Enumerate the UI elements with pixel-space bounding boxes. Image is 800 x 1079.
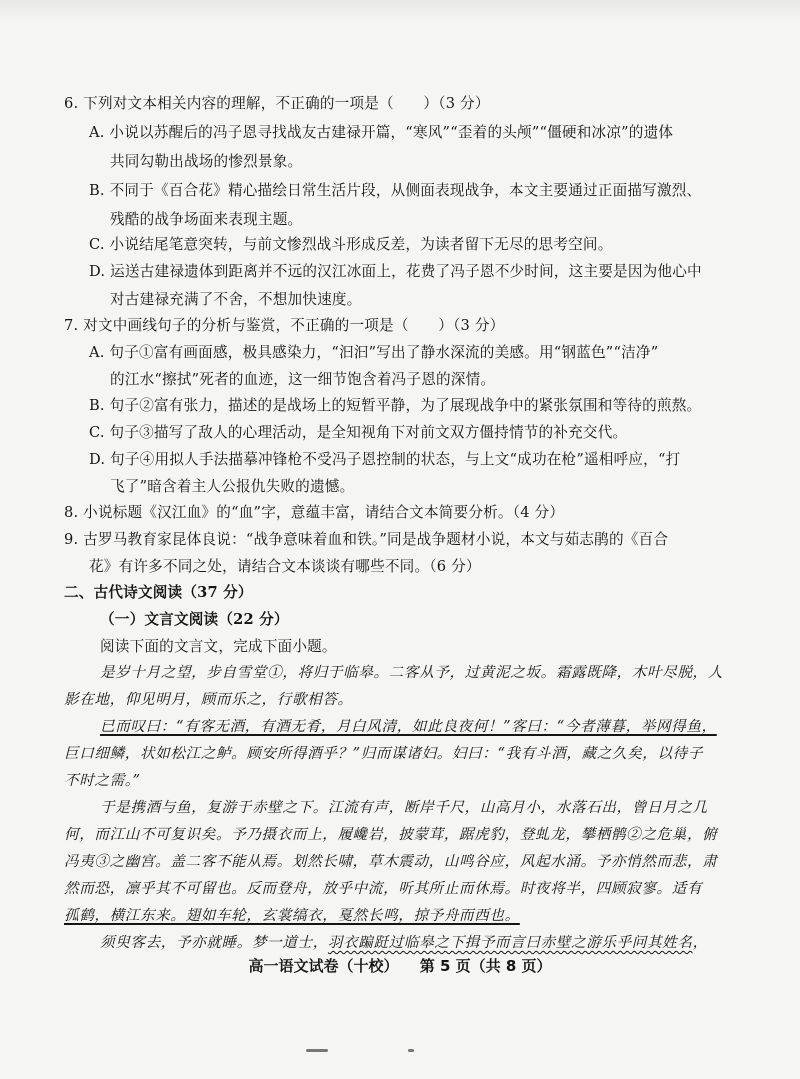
q7-option-b: B. 句子②富有张力，描述的是战场上的短暂平静，为了展现战争中的紧张氛围和等待的煎熬。 <box>89 397 702 414</box>
scan-edge-shadow <box>0 0 800 20</box>
q6-option-b-cont: 残酷的战争场面来表现主题。 <box>110 211 303 228</box>
q7-option-d: D. 句子④用拟人手法描摹冲锋枪不受冯子恩控制的状态，与上文“成功在枪”遥相呼应，“打 <box>89 451 681 468</box>
classical-paragraph-1-cont: 影在地，仰见明月，顾而乐之，行歌相答。 <box>64 691 353 708</box>
classical-paragraph-3-cont-2: 冯夷③之幽宫。盖二客不能从焉。划然长啸，草木震动，山鸣谷应，风起水涌。予亦悄然而悲，肃 <box>64 853 718 870</box>
q6-option-a-cont: 共同勾勒出战场的惨烈景象。 <box>110 153 303 170</box>
q7-option-d-cont: 飞了”暗含着主人公报仇失败的遗憾。 <box>110 478 355 495</box>
classical-paragraph-2: 已而叹曰：“有客无酒，有酒无肴，月白风清，如此良夜何！”客曰：“今者薄暮，举网得鱼， <box>100 718 717 735</box>
q6-stem: 6. 下列对文本相关内容的理解，不正确的一项是（ ）（3 分） <box>64 95 490 112</box>
q6-option-a: A. 小说以苏醒后的冯子恩寻找战友古建禄开篇，“寒风”“歪着的头颅”“僵硬和冰凉”的遗体 <box>89 124 674 141</box>
classical-paragraph-4-punct: ， <box>692 934 708 951</box>
classical-paragraph-2-end: 不时之需。” <box>64 772 141 789</box>
scan-smudge <box>408 1049 414 1052</box>
q6-option-c: C. 小说结尾笔意突转，与前文惨烈战斗形成反差，为读者留下无尽的思考空间。 <box>89 236 613 253</box>
q7-option-c: C. 句子③描写了敌人的心理活动，是全知视角下对前文双方僵持情节的补充交代。 <box>89 424 628 441</box>
classical-paragraph-3-cont-4: 孤鹤，横江东来。翅如车轮，玄裳缟衣，戛然长鸣，掠予舟而西也。 <box>64 907 520 924</box>
section2-title: 二、古代诗文阅读（37 分） <box>64 584 253 601</box>
q7-stem: 7. 对文中画线句子的分析与鉴赏，不正确的一项是（ ）（3 分） <box>64 317 505 334</box>
q8-stem: 8. 小说标题《汉江血》的“血”字，意蕴丰富，请结合文本简要分析。（4 分） <box>64 504 565 521</box>
classical-paragraph-2-cont: 巨口细鳞，状如松江之鲈。顾安所得酒乎？”归而谋诸妇。妇曰：“我有斗酒，藏之久矣，以待子 <box>64 745 704 762</box>
classical-paragraph-4 <box>100 933 708 953</box>
classical-paragraph-4-wavy: 羽衣蹁跹过临皋之下揖予而言曰赤壁之游乐乎问其姓名 <box>327 934 693 951</box>
q7-option-a: A. 句子①富有画面感，极具感染力，“汩汩”写出了静水深流的美感。用“钢蓝色”“洁净” <box>89 344 659 361</box>
classical-paragraph-1: 是岁十月之望，步自雪堂①，将归于临皋。二客从予，过黄泥之坂。霜露既降，木叶尽脱，人 <box>100 664 723 681</box>
footer-exam-title: 高一语文试卷（十校） <box>248 957 399 975</box>
scan-smudge <box>306 1049 328 1052</box>
reading-instruction: 阅读下面的文言文，完成下面小题。 <box>100 638 337 655</box>
q6-option-b: B. 不同于《百合花》精心描绘日常生活片段，从侧面表现战争，本文主要通过正面描写激烈、 <box>89 182 702 199</box>
q6-option-d-cont: 对古建禄充满了不舍，不想加快速度。 <box>110 291 362 308</box>
footer-page-number: 第 5 页（共 8 页） <box>419 957 552 975</box>
q9-stem-cont: 花》有许多不同之处，请结合文本谈谈有哪些不同。（6 分） <box>89 558 481 575</box>
section2-subtitle: （一）文言文阅读（22 分） <box>100 611 289 628</box>
q7-option-a-cont: 的江水“擦拭”死者的血迹，这一细节饱含着冯子恩的深情。 <box>110 371 496 388</box>
classical-paragraph-4-start: 须臾客去，予亦就睡。梦一道士， <box>100 934 328 951</box>
classical-paragraph-3: 于是携酒与鱼，复游于赤壁之下。江流有声，断岸千尺，山高月小，水落石出，曾日月之几 <box>100 799 708 816</box>
classical-paragraph-3-cont-1: 何，而江山不可复识矣。予乃摄衣而上，履巉岩，披蒙茸，踞虎豹，登虬龙，攀栖鹘②之危巢，俯 <box>64 826 718 843</box>
q9-stem: 9. 古罗马教育家昆体良说：“战争意味着血和铁。”同是战争题材小说，本文与茹志鹃的《百合 <box>64 531 669 548</box>
page-footer <box>0 955 800 976</box>
classical-paragraph-3-cont-3: 然而恐，凛乎其不可留也。反而登舟，放乎中流，听其所止而休焉。时夜将半，四顾寂寥。适有 <box>64 880 703 897</box>
q6-option-d: D. 运送古建禄遗体到距离并不远的汉江冰面上，花费了冯子恩不少时间，这主要是因为他心中 <box>89 263 702 280</box>
